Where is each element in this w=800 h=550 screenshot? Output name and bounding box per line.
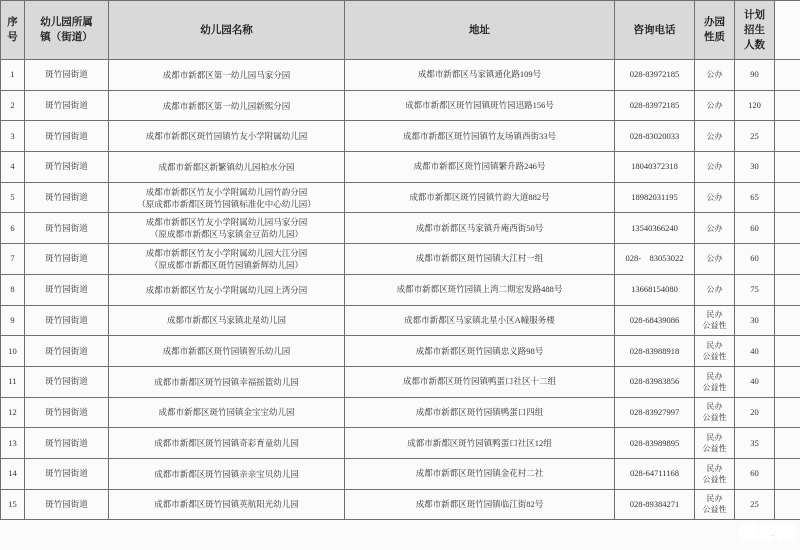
cell-town: 斑竹园街道 [25, 274, 109, 305]
cell-phone: 18982031195 [615, 182, 695, 213]
cell-seq: 7 [1, 244, 25, 275]
cell-name: 成都市新都区竹友小学附属幼儿园大江分园 （原成都市新都区斑竹园镇新辉幼儿园） [109, 244, 345, 275]
table-row [1, 366, 800, 397]
cell-address: 成都市新都区斑竹园镇斑竹园迅路156号 [345, 90, 615, 121]
cell-phone: 028-83988918 [615, 336, 695, 367]
cell-extra [775, 90, 800, 121]
cell-town: 斑竹园街道 [25, 336, 109, 367]
cell-nature: 民办 公益性 [695, 336, 735, 367]
cell-nature: 民办 公益性 [695, 428, 735, 459]
cell-address: 成都市新都区马家镇升庵西街50号 [345, 213, 615, 244]
cell-town: 斑竹园街道 [25, 397, 109, 428]
cell-extra [775, 152, 800, 183]
cell-phone: 028-83927997 [615, 397, 695, 428]
cell-seq: 1 [1, 60, 25, 91]
cell-phone: 18040372318 [615, 152, 695, 183]
header-town: 幼儿园所属 镇（街道） [25, 1, 109, 60]
cell-phone: 028-83972185 [615, 60, 695, 91]
cell-address: 成都市新都区斑竹园镇鸭蛋口社区12组 [345, 428, 615, 459]
cell-address: 成都市新都区斑竹园镇金花村二社 [345, 458, 615, 489]
cell-nature: 公办 [695, 244, 735, 275]
cell-name: 成都市新都区斑竹园镇亲亲宝贝幼儿园 [109, 458, 345, 489]
cell-extra [775, 60, 800, 91]
header-seq: 序 号 [1, 1, 25, 60]
cell-nature: 公办 [695, 152, 735, 183]
cell-address: 成都市新都区斑竹园镇大江村一组 [345, 244, 615, 275]
cell-town: 斑竹园街道 [25, 428, 109, 459]
table-row [1, 428, 800, 459]
table-row [1, 274, 800, 305]
cell-address: 成都市新都区斑竹园镇鸭蛋口社区十二组 [345, 366, 615, 397]
cell-extra [775, 213, 800, 244]
header-plan: 计划 招生 人数 [735, 1, 775, 60]
cell-extra [775, 336, 800, 367]
cell-phone: 028-83983856 [615, 366, 695, 397]
cell-name: 成都市新都区竹友小学附属幼儿园竹韵分园 （原成都市新都区斑竹园镇标准化中心幼儿园） [109, 182, 345, 213]
table-row [1, 336, 800, 367]
cell-plan: 90 [735, 60, 775, 91]
cell-seq: 5 [1, 182, 25, 213]
cell-plan: 75 [735, 274, 775, 305]
cell-plan: 60 [735, 213, 775, 244]
cell-address: 成都市新都区斑竹园镇竹韵大道882号 [345, 182, 615, 213]
cell-seq: 14 [1, 458, 25, 489]
cell-name: 成都市新都区新繁镇幼儿园柏水分园 [109, 152, 345, 183]
header-row [1, 1, 800, 60]
cell-town: 斑竹园街道 [25, 244, 109, 275]
header-address: 地址 [345, 1, 615, 60]
cell-phone: 028-83972185 [615, 90, 695, 121]
cell-phone: 028- 83053022 [615, 244, 695, 275]
cell-nature: 公办 [695, 121, 735, 152]
cell-phone: 13540366240 [615, 213, 695, 244]
table-row [1, 397, 800, 428]
cell-phone: 13668154080 [615, 274, 695, 305]
cell-nature: 公办 [695, 274, 735, 305]
header-phone: 咨询电话 [615, 1, 695, 60]
cell-phone: 028-89384271 [615, 489, 695, 520]
cell-address: 成都市新都区马家镇北星小区A幢服务楼 [345, 305, 615, 336]
table-row [1, 458, 800, 489]
cell-extra [775, 274, 800, 305]
cell-plan: 40 [735, 366, 775, 397]
cell-nature: 公办 [695, 60, 735, 91]
cell-extra [775, 458, 800, 489]
cell-town: 斑竹园街道 [25, 90, 109, 121]
cell-plan: 20 [735, 397, 775, 428]
cell-plan: 25 [735, 121, 775, 152]
cell-extra [775, 305, 800, 336]
cell-address: 成都市新都区马家镇通化路109号 [345, 60, 615, 91]
cell-phone: 028-64711168 [615, 458, 695, 489]
cell-phone: 028-68439086 [615, 305, 695, 336]
table-row [1, 152, 800, 183]
cell-extra [775, 397, 800, 428]
table-row [1, 213, 800, 244]
table-row [1, 121, 800, 152]
cell-town: 斑竹园街道 [25, 366, 109, 397]
cell-seq: 4 [1, 152, 25, 183]
cell-address: 成都市新都区斑竹园镇竹友场镇西街33号 [345, 121, 615, 152]
table-row [1, 244, 800, 275]
cell-plan: 35 [735, 428, 775, 459]
table-row [1, 305, 800, 336]
cell-address: 成都市新都区斑竹园镇繁升路246号 [345, 152, 615, 183]
header-name: 幼儿园名称 [109, 1, 345, 60]
cell-town: 斑竹园街道 [25, 305, 109, 336]
cell-seq: 12 [1, 397, 25, 428]
cell-name: 成都市新都区马家镇北星幼儿园 [109, 305, 345, 336]
cell-nature: 公办 [695, 182, 735, 213]
table-row [1, 182, 800, 213]
cell-town: 斑竹园街道 [25, 458, 109, 489]
cell-town: 斑竹园街道 [25, 182, 109, 213]
cell-extra [775, 366, 800, 397]
cell-seq: 9 [1, 305, 25, 336]
cell-town: 斑竹园街道 [25, 489, 109, 520]
cell-town: 斑竹园街道 [25, 121, 109, 152]
cell-nature: 民办 公益性 [695, 458, 735, 489]
cell-phone: 028-83989895 [615, 428, 695, 459]
cell-name: 成都市新都区斑竹园镇奇彩育童幼儿园 [109, 428, 345, 459]
cell-nature: 民办 公益性 [695, 397, 735, 428]
cell-address: 成都市新都区斑竹园镇忠义路98号 [345, 336, 615, 367]
cell-plan: 65 [735, 182, 775, 213]
table-row [1, 60, 800, 91]
header-extra-cell [775, 1, 800, 60]
cell-seq: 15 [1, 489, 25, 520]
cell-seq: 8 [1, 274, 25, 305]
cell-plan: 60 [735, 244, 775, 275]
cell-extra [775, 244, 800, 275]
cell-plan: 40 [735, 336, 775, 367]
cell-name: 成都市新都区斑竹园镇金宝宝幼儿园 [109, 397, 345, 428]
cell-town: 斑竹园街道 [25, 60, 109, 91]
cell-plan: 30 [735, 305, 775, 336]
cell-nature: 民办 公益性 [695, 305, 735, 336]
cell-nature: 公办 [695, 213, 735, 244]
table-body [1, 60, 800, 520]
cell-extra [775, 121, 800, 152]
cell-seq: 2 [1, 90, 25, 121]
cell-plan: 25 [735, 489, 775, 520]
cell-name: 成都市新都区第一幼儿园马家分园 [109, 60, 345, 91]
cell-seq: 11 [1, 366, 25, 397]
cell-address: 成都市新都区斑竹园镇鸭蛋口四组 [345, 397, 615, 428]
cell-nature: 公办 [695, 90, 735, 121]
cell-seq: 3 [1, 121, 25, 152]
cell-plan: 60 [735, 458, 775, 489]
cell-nature: 民办 公益性 [695, 366, 735, 397]
watermark-logo: 锐客网 [738, 523, 796, 545]
cell-address: 成都市新都区斑竹园镇上湾二期宏发路488号 [345, 274, 615, 305]
cell-name: 成都市新都区斑竹园镇幸福摇篮幼儿园 [109, 366, 345, 397]
cell-name: 成都市新都区竹友小学附属幼儿园上湾分园 [109, 274, 345, 305]
cell-town: 斑竹园街道 [25, 152, 109, 183]
cell-name: 成都市新都区斑竹园镇竹友小学附属幼儿园 [109, 121, 345, 152]
cell-plan: 30 [735, 152, 775, 183]
cell-name: 成都市新都区斑竹园镇英航阳光幼儿园 [109, 489, 345, 520]
table-row [1, 90, 800, 121]
cell-nature: 民办 公益性 [695, 489, 735, 520]
header-nature: 办园 性质 [695, 1, 735, 60]
cell-seq: 6 [1, 213, 25, 244]
cell-extra [775, 182, 800, 213]
cell-seq: 13 [1, 428, 25, 459]
cell-phone: 028-83020033 [615, 121, 695, 152]
cell-name: 成都市新都区竹友小学附属幼儿园马家分园 （原成都市新都区马家镇金豆苗幼儿园） [109, 213, 345, 244]
cell-town: 斑竹园街道 [25, 213, 109, 244]
table-row [1, 489, 800, 520]
cell-address: 成都市新都区斑竹园镇临江街82号 [345, 489, 615, 520]
cell-extra [775, 428, 800, 459]
cell-plan: 120 [735, 90, 775, 121]
cell-name: 成都市新都区第一幼儿园新熙分园 [109, 90, 345, 121]
cell-extra [775, 489, 800, 520]
cell-seq: 10 [1, 336, 25, 367]
cell-name: 成都市新都区斑竹园镇智乐幼儿园 [109, 336, 345, 367]
